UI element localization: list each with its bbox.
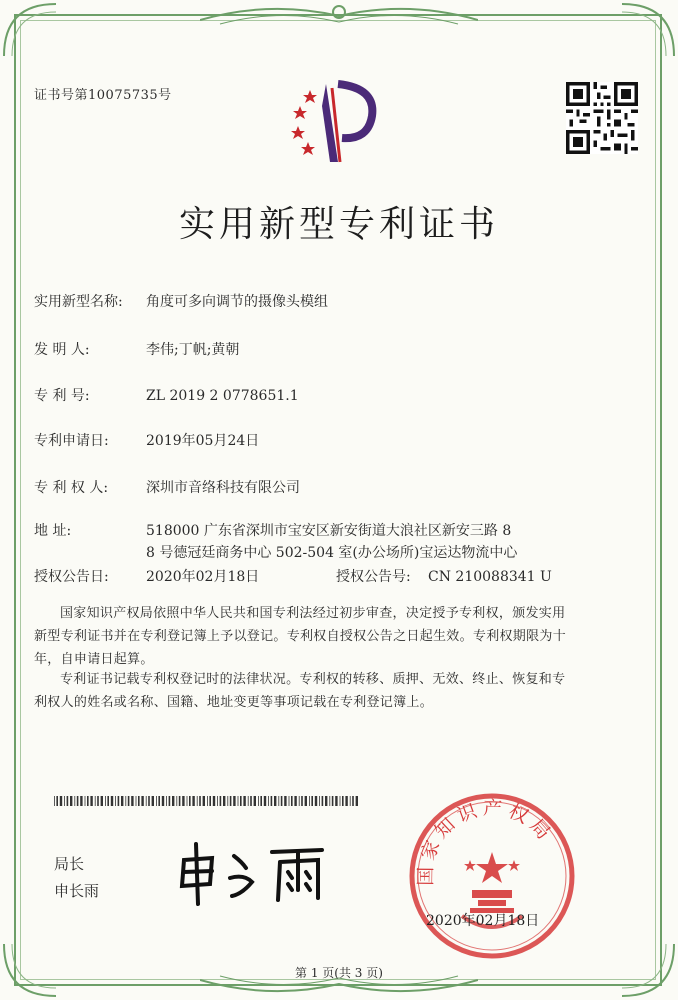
paragraph-line: 国家知识产权局依照中华人民共和国专利法经过初步审查，决定授予专利权，颁发实用 — [60, 606, 566, 621]
paragraph-line: 利权人的姓名或名称、国籍、地址变更等事项记载在专利登记簿上。 — [34, 695, 434, 710]
field-grant-date — [34, 567, 259, 587]
field-grant-no — [336, 567, 552, 587]
field-value: ZL 2019 2 0778651.1 — [146, 388, 299, 404]
paragraph-line: 新型专利证书并在专利登记簿上予以登记。专利权自授权公告之日起生效。专利权期限为十 — [34, 629, 567, 644]
director-title: 局长 — [54, 855, 85, 873]
field-address — [34, 521, 511, 541]
certificate-number: 证书号第10075735号 — [34, 88, 172, 103]
seal-text: 国家知识产权局 — [414, 797, 558, 886]
paragraph-line: 专利证书记载专利权登记时的法律状况。专利权的转移、质押、无效、终止、恢复和专 — [60, 672, 566, 687]
field-label: 专利申请日: — [34, 433, 109, 449]
paragraph-line: 年，自申请日起算。 — [34, 652, 154, 667]
certificate-title: 实用新型专利证书 — [178, 204, 499, 245]
field-value: 518000 广东省深圳市宝安区新安街道大浪社区新安三路 8 — [146, 523, 512, 539]
director-name: 申长雨 — [54, 882, 100, 900]
paragraph-grant — [34, 602, 644, 671]
field-inventors — [34, 340, 239, 360]
field-patentee — [34, 478, 300, 498]
field-label: 专 利 号: — [34, 388, 90, 404]
field-value: 李伟;丁帆;黄朝 — [146, 342, 240, 358]
field-patent-no — [34, 386, 299, 406]
field-label: 授权公告号: — [336, 569, 411, 585]
barcode — [54, 796, 360, 806]
qr-code — [566, 82, 638, 154]
field-value: 2019年05月24日 — [146, 433, 260, 449]
corner-ornament-tl — [0, 0, 60, 60]
seal-text-ring — [406, 790, 578, 962]
field-label: 地 址: — [34, 523, 72, 539]
field-value: CN 210088341 U — [428, 569, 552, 585]
paragraph-legal — [34, 668, 644, 714]
field-label: 授权公告日: — [34, 569, 109, 585]
cnipa-logo — [280, 76, 380, 166]
svg-text:国家知识产权局 — [415, 797, 558, 886]
field-value: 2020年02月18日 — [146, 569, 260, 585]
page-number: 第 1 页(共 3 页) — [295, 966, 383, 980]
field-label: 专 利 权 人: — [34, 480, 109, 496]
seal-date: 2020年02月18日 — [426, 913, 540, 929]
field-value: 角度可多向调节的摄像头模组 — [146, 294, 328, 310]
field-label: 发 明 人: — [34, 342, 90, 358]
field-filing-date — [34, 431, 259, 451]
director-signature — [172, 838, 342, 908]
field-address-line2: 8 号德冠廷商务中心 502-504 室(办公场所)宝运达物流中心 — [146, 545, 518, 561]
top-ornament — [200, 0, 478, 30]
corner-ornament-tr — [618, 0, 678, 60]
field-value: 深圳市音络科技有限公司 — [146, 480, 300, 496]
field-utility-name — [34, 292, 328, 312]
field-label: 实用新型名称: — [34, 294, 123, 310]
